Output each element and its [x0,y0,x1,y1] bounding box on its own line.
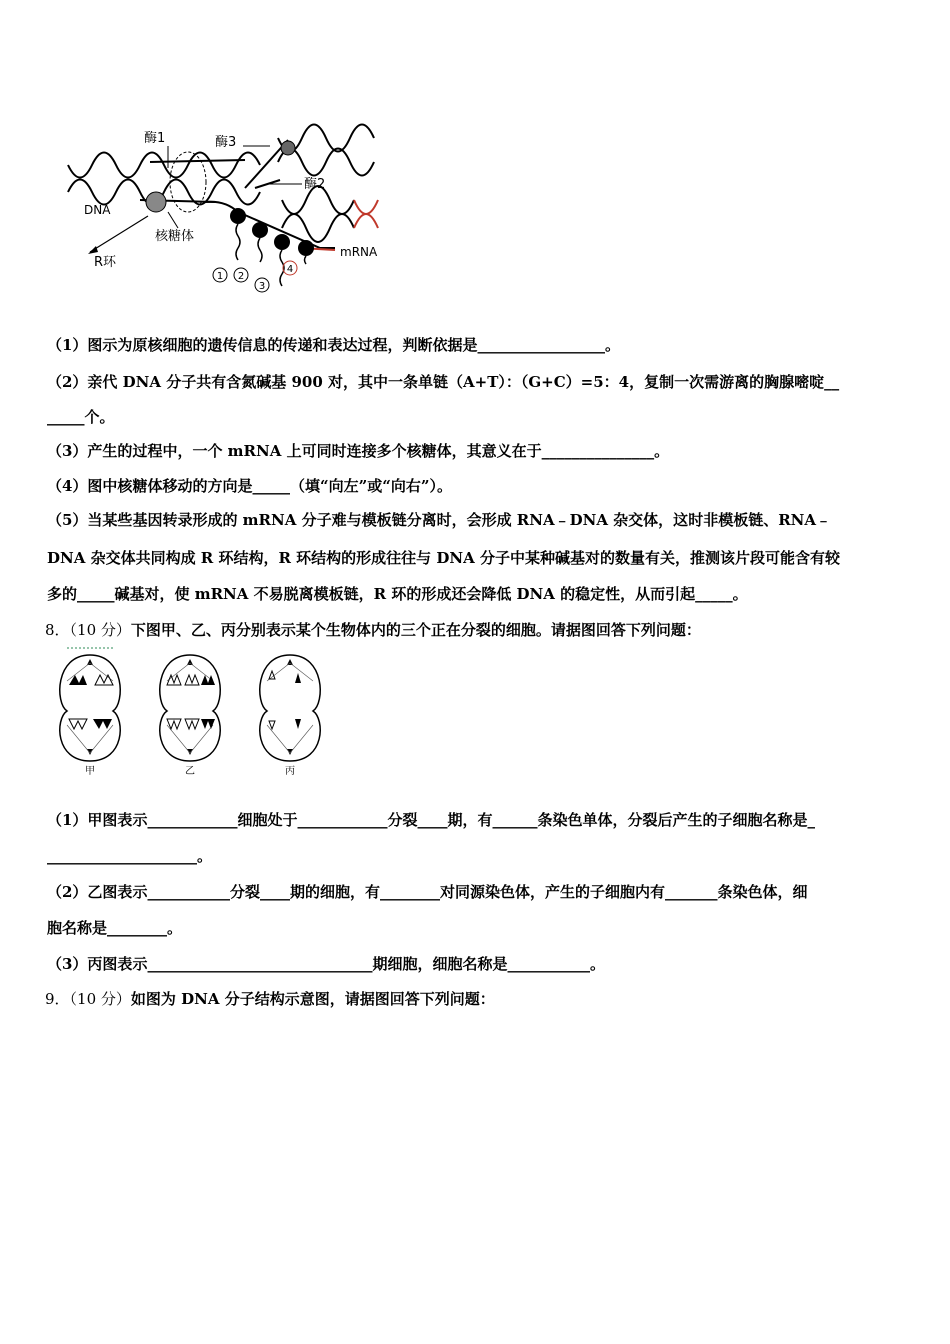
q7-item-2b: _____个。 [47,408,115,426]
cell-yi [160,655,220,761]
enzyme-blob [146,192,166,212]
r-loop-arrowhead [88,246,98,254]
q7-item-4: （4）图中核糖体移动的方向是_____（填“向左”或“向右”）。 [47,477,452,495]
q7-item-5b: DNA 杂交体共同构成 R 环结构，R 环结构的形成往往与 DNA 分子中某种碱基对的数量有关，推测该片段可能含有较 [47,549,840,567]
q9-number: 9． [45,990,70,1008]
q8-stem-line [45,619,905,641]
label-enzyme1: 酶1 [144,131,166,146]
dividing-cells-figure [45,643,335,778]
q7-item-5c: 多的_____碱基对，使 mRNA 不易脱离模板链，R 环的形成还会降低 DNA 的稳定性，从而引起_____。 [47,585,748,603]
q8-item-2b: 胞名称是________。 [47,919,183,937]
label-r-loop: R环 [94,255,117,270]
q8-item-1a: （1）甲图表示____________细胞处于____________分裂____期，有______条染色单体，分裂后产生的子细胞名称是_ [47,811,815,829]
q8-item-2a: （2）乙图表示___________分裂____期的细胞，有________对同源染色体，产生的子细胞内有_______条染色体，细 [47,883,808,901]
r-loop-arrow [90,216,148,252]
label-ribosome: 核糖体 [155,229,195,244]
q9-stem-line [45,988,905,1010]
q9-score: （10 分） [69,990,131,1008]
q7-item-2a: （2）亲代 DNA 分子共有含氮碱基 900 对，其中一条单链（A+T）：（G+C）=5：4，复制一次需游离的胸腺嘧啶__ [47,373,840,391]
q9-stem: 如图为 DNA 分子结构示意图，请据图回答下列问题： [130,990,495,1008]
marker-2: 2 [237,271,245,282]
q8-number: 8． [45,621,70,639]
label-enzyme2: 酶2 [304,177,326,192]
cell-label-bing: 丙 [285,766,295,777]
q8-item-3: （3）丙图表示______________________________期细胞，细胞名称是___________。 [47,955,605,973]
dna-helix-right-lower [282,186,378,242]
marker-1: 1 [216,271,224,282]
label-mrna: mRNA [340,245,378,259]
label-dna: DNA [84,203,111,217]
enzyme3-blob [281,141,295,155]
q8-stem: 下图甲、乙、丙分别表示某个生物体内的三个正在分裂的细胞。请据图回答下列问题： [130,621,701,639]
q7-item-3: （3）产生的过程中，一个 mRNA 上可同时连接多个核糖体，其意义在于_______________。 [47,442,670,460]
q7-item-1: （1）图示为原核细胞的遗传信息的传递和表达过程，判断依据是_________________。 [47,336,620,354]
cell-label-jia: 甲 [85,766,95,777]
label-enzyme3: 酶3 [215,135,237,150]
cell-bing [260,655,320,761]
dna-expression-figure [60,120,385,298]
q7-item-5a: （5）当某些基因转录形成的 mRNA 分子难与模板链分离时，会形成 RNA﹣DNA 杂交体，这时非模板链、RNA﹣ [47,511,832,529]
cell-label-yi: 乙 [185,766,195,777]
marker-4: 4 [286,264,294,275]
cell-jia [60,655,120,761]
marker-3: 3 [258,281,266,292]
q8-score: （10 分） [69,621,131,639]
replication-fork [140,140,288,202]
q8-item-1b: ____________________。 [47,847,213,865]
